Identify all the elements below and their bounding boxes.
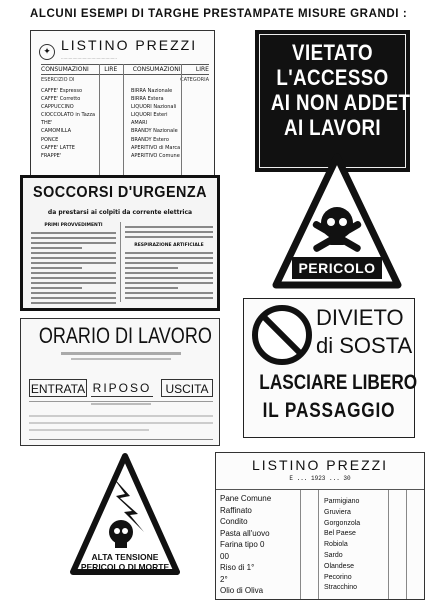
emblem-icon: ✦ (39, 44, 55, 60)
header-left: CONSUMAZIONI (41, 66, 89, 73)
right-text-lines-top (125, 226, 213, 238)
listino2-subtitle: E ... 1923 ... 30 (289, 475, 351, 482)
text-line (31, 272, 116, 274)
list-item: Olio di Oliva (220, 586, 264, 595)
list-item: CAMOMILLA (41, 128, 72, 135)
list-item: BIRRA Nazionale (131, 88, 173, 94)
alta-tensione-line1: ALTA TENSIONE (91, 552, 159, 562)
column-divider (120, 222, 121, 302)
divieto-line2: di SOSTA (316, 333, 413, 358)
list-item: Sardo (324, 551, 343, 559)
text-line (31, 292, 116, 294)
text-line (31, 237, 116, 239)
text-line (29, 415, 213, 417)
column-divider (318, 489, 319, 599)
listino-category (41, 77, 209, 83)
text-line (125, 236, 213, 238)
soccorsi-right-column (125, 223, 213, 302)
list-item: Olandese (324, 562, 354, 570)
sign-pericolo (272, 153, 402, 293)
list-item: Raffinato (220, 505, 252, 515)
list-item: Gorgonzola (324, 519, 361, 527)
text-line (29, 429, 149, 431)
list-item: LIQUORI Nazionali (131, 104, 177, 111)
text-line (31, 252, 116, 254)
text-line (125, 267, 178, 269)
list-item: 00 (220, 551, 229, 561)
text-line (31, 267, 82, 269)
left-text-lines (31, 232, 116, 304)
header-end: LIRE (195, 66, 209, 73)
text-line (31, 302, 116, 304)
sign-listino-prezzi-2 (215, 452, 425, 600)
vietato-line: L'ACCESSO (276, 65, 389, 90)
list-item: Condito (220, 517, 248, 526)
text-line (125, 257, 213, 259)
text-line (125, 226, 213, 228)
list-item: Pecorino (324, 573, 352, 581)
listino-subtitle-lines: ............................................ (61, 55, 117, 60)
column-divider (123, 64, 124, 179)
listino2-left-column (220, 493, 300, 597)
soccorsi-title: SOCCORSI D'URGENZA (33, 184, 207, 201)
uscita-box: USCITA (161, 379, 213, 397)
text-line (31, 232, 116, 234)
divider (29, 401, 213, 402)
list-item: AMARI (131, 120, 148, 127)
column-divider (300, 489, 301, 599)
list-item: CAPPUCCINO (41, 104, 74, 111)
list-item: CAFFE' LATTE (41, 144, 75, 151)
list-item: CAFFE' Corretto (41, 96, 81, 103)
left-heading: PRIMI PROVVEDIMENTI (44, 223, 103, 228)
text-line (31, 282, 116, 284)
listino2-title: LISTINO PREZZI (251, 457, 389, 473)
text-line (125, 292, 213, 294)
orario-sub-line (61, 352, 181, 355)
listino-right-column (125, 87, 209, 160)
header-mid: LIRE (104, 66, 118, 73)
divieto-line4: IL PASSAGGIO (262, 399, 396, 422)
sign-alta-tensione (70, 452, 180, 582)
text-line (31, 287, 82, 289)
sign-orario-lavoro (20, 318, 220, 446)
header-rule (216, 489, 424, 490)
text-line (125, 262, 213, 264)
listino-title: LISTINO PREZZI (61, 37, 198, 53)
pericolo-label: PERICOLO (292, 257, 382, 279)
list-item: Pasta all'uovo (220, 528, 270, 538)
vietato-line: VIETATO (292, 40, 373, 65)
sign-soccorsi-urgenza (20, 175, 220, 311)
listino-left-column (41, 87, 125, 160)
text-line (31, 247, 82, 249)
sign-listino-prezzi (30, 30, 215, 180)
list-item: PONCE (41, 136, 59, 143)
text-line (31, 297, 116, 299)
text-line (31, 277, 116, 279)
list-item: 2° (220, 574, 228, 584)
listino-rows (41, 87, 209, 160)
category-left: ESERCIZIO DI (41, 77, 75, 83)
text-line (125, 277, 213, 279)
list-item: Farina tipo 0 (220, 540, 265, 549)
sign-divieto-sosta (243, 298, 418, 438)
text-line (29, 422, 213, 424)
text-line (125, 282, 213, 284)
soccorsi-subtitle: da prestarsi ai colpiti da corrente elettrica (47, 209, 193, 216)
text-line (125, 287, 178, 289)
orario-sub-line (71, 358, 171, 360)
list-item: FRAPPE' (41, 152, 62, 159)
list-item: Parmigiano (324, 498, 360, 505)
riposo-box: RIPOSO (92, 381, 152, 395)
entrata-box: ENTRATA (29, 379, 87, 397)
orario-title: ORARIO DI LAVORO (38, 323, 212, 348)
list-item: Gruviera (324, 508, 351, 516)
right-heading: RESPIRAZIONE ARTIFICIALE (134, 243, 204, 248)
list-item: Bel Paese (324, 530, 356, 538)
vietato-line: AI LAVORI (284, 115, 381, 140)
category-right: CATEGORIA (180, 77, 209, 83)
divieto-line3: LASCIARE LIBERO (259, 371, 418, 394)
text-line (31, 262, 116, 264)
divider (29, 439, 213, 440)
column-divider (181, 64, 182, 179)
list-item: Riso di 1° (220, 563, 255, 572)
text-line (31, 257, 116, 259)
list-item: BIRRA Estera (131, 96, 164, 103)
column-divider (388, 489, 389, 599)
text-line (125, 231, 213, 233)
list-item: Robiola (324, 541, 348, 549)
listino-header (41, 64, 209, 75)
text-line (125, 252, 213, 254)
list-item: APERITIVO Comune (131, 152, 180, 159)
vietato-text (259, 34, 428, 168)
list-item: Pane Comune (220, 494, 272, 503)
header-right: CONSUMAZIONI (132, 66, 181, 73)
vietato-line: AI NON ADDETTI (270, 90, 428, 115)
alta-tensione-line2: PERICOLO DI MORTE (80, 562, 170, 572)
list-item: CAFFE' Espresso (41, 88, 83, 94)
list-item: BRANDY Estero (131, 136, 169, 143)
list-item: BRANDY Nazionale (131, 128, 178, 135)
text-line (125, 272, 213, 274)
soccorsi-left-column (31, 223, 116, 307)
list-item: Stracchino (324, 584, 358, 592)
text-line (125, 297, 213, 299)
listino2-right-column (324, 497, 384, 594)
alta-tensione-label (77, 552, 173, 572)
right-text-lines (125, 252, 213, 299)
text-line (31, 242, 116, 244)
list-item: CIOCCOLATO in Tazza (41, 112, 96, 119)
list-item: LIQUORI Esteri (131, 112, 168, 119)
sign-vietato-accesso (255, 30, 428, 172)
divieto-line1: DIVIETO (316, 305, 404, 330)
text-line (91, 403, 151, 405)
column-divider (99, 64, 100, 179)
no-parking-icon (252, 305, 312, 365)
list-item: APERITIVO di Marca (131, 144, 181, 151)
list-item: THE' (41, 120, 53, 127)
page-heading: ALCUNI ESEMPI DI TARGHE PRESTAMPATE MISURE GRANDI : (30, 8, 408, 20)
column-divider (406, 489, 407, 599)
